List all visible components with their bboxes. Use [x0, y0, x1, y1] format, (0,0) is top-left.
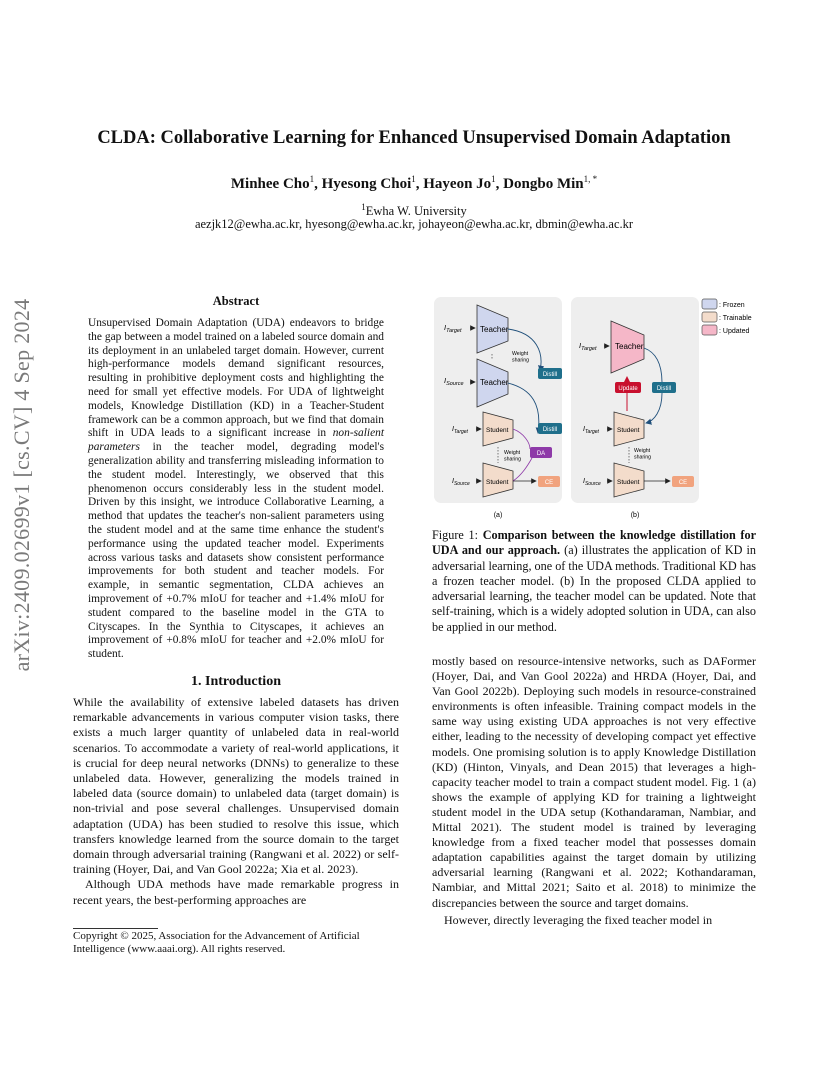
input-target-label: $I_{Target}$ [583, 426, 599, 435]
weight-sharing-label: Weight sharing [504, 450, 522, 463]
affiliation-name: Ewha W. University [365, 204, 467, 219]
arxiv-watermark [2, 290, 42, 680]
legend-frozen-label: : Frozen [719, 302, 745, 309]
distill-label: Distill [656, 386, 672, 392]
distill-label: Distill [542, 427, 558, 433]
weight-sharing-label: Weight sharing [512, 351, 530, 364]
arxiv-id: arXiv:2409.02699v1 [cs.CV] 4 Sep 2024 [9, 298, 34, 672]
ce-label: CE [544, 480, 554, 486]
right-column-body [432, 654, 756, 928]
author-affiliation-mark: 1 [491, 174, 496, 184]
author-name: Hayeon Jo [423, 176, 492, 192]
update-label: Update [618, 386, 638, 392]
teacher-label: Teacher [480, 378, 509, 387]
author-affiliation-mark: 1, * [583, 174, 598, 184]
legend-trainable-swatch [702, 312, 717, 322]
caption-text: (a) illustrates the application of KD in adversarial learning, one of the UDA methods. Traditional KD has a frozen teacher model. (b) In the proposed CLDA applied to adversarial learning, the teacher model can be updated. Note that self-training, which is a widely adopted solution in UDA, can also be applied in our method. [432, 543, 757, 634]
author-list: Minhee Cho$^1$, Hyesong Choi$^1$, Hayeon Jo$^1$, Dongbo Min$^{1, *}$ [230, 174, 598, 192]
da-label: DA [536, 451, 546, 457]
abstract-text: in the teacher model, degrading model's generalization ability and transferring misleading information to the student model. Interestingly, we observed that this phenomenon occurs considerably less in the student model. Driven by this insight, we introduce Collaborative Learning, a method that updates the teacher's non-salient parameters using the student model and at the same time enhance the student's performance using the updated teacher model. Experiments across various tasks and datasets show consistent performance improvements for both student and teacher models. For example, in semantic segmentation, CLDA achieves an improvement of +0.7% mIoU for teacher and +1.4% mIoU for student compared to the baseline model in the GTA to Cityscapes. In the Synthia to Cityscapes, it achieves an improvement of +0.8% mIoU for teacher and +2.0% mIoU for student. [88, 441, 384, 661]
teacher-label: Teacher [615, 342, 644, 351]
author-affiliation-mark: 1 [411, 174, 416, 184]
panel-b-label: (b) [630, 512, 640, 519]
caption-label: Figure 1: [432, 528, 483, 542]
student-label: Student [617, 479, 640, 486]
distill-label: Distill [542, 372, 558, 378]
author-name: Dongbo Min [503, 176, 584, 192]
legend-updated-swatch [702, 325, 717, 335]
author-name: Minhee Cho [230, 176, 310, 192]
input-target-label: $I_{Target}$ [452, 426, 468, 435]
ce-label: CE [678, 480, 688, 486]
footnote-rule [73, 928, 158, 929]
copyright-footnote: Copyright © 2025, Association for the Advancement of Artificial Intelligence (www.aaai.org). All rights reserved. [73, 930, 360, 956]
paragraph: Although UDA methods have made remarkable progress in recent years, the best-performing approaches are [73, 877, 399, 907]
input-source-label: $I_{Source}$ [583, 478, 601, 487]
author-emails: aezjk12@ewha.ac.kr, hyesong@ewha.ac.kr, johayeon@ewha.ac.kr, dbmin@ewha.ac.kr [194, 217, 634, 231]
input-source-label: $I_{Source}$ [444, 376, 464, 387]
input-source-label: $I_{Source}$ [452, 478, 470, 487]
paragraph: mostly based on resource-intensive networks, such as DAFormer (Hoyer, Dai, and Van Gool 2022a) and HRDA (Hoyer, Dai, and Van Gool 2022b). Deploying such models in resource-constrained environments is often infeasible. Training compact models in the same way using existing UDA approaches is not very effective either, leading to the necessity of developing compact yet effective models. One promising solution is to apply Knowledge Distillation (KD) (Hinton, Vinyals, and Dean 2015) that leverages a high-capacity teacher model to train a compact student model. Fig. 1 (a) shows the example of applying KD for training a lightweight student model in the UDA setup (Kothandaraman, Nambiar, and Mittal 2021). The student model is trained by leveraging knowledge from a fixed teacher model that possesses domain adaptation capabilities against the target domain by utilizing adversarial learning (Rangwani et al. 2022; Kothandaraman, Nambiar, and Mittal 2021; Saito et al. 2018) to minimize the discrepancies between the source and target domains. [432, 654, 756, 910]
legend-frozen-swatch [702, 299, 717, 309]
author-name: Hyesong Choi [321, 176, 412, 192]
weight-sharing-label: Weight sharing [634, 448, 652, 461]
student-label: Student [486, 427, 509, 434]
abstract-body [88, 317, 384, 662]
introduction-heading: 1. Introduction [191, 674, 281, 689]
paragraph: While the availability of extensive labeled datasets has driven remarkable advancements in various computer vision tasks, there exists a much larger quantity of unlabeled data in real-world scenarios. To accommodate a variety of real-world applications, it is crucial for deep neural networks (DNNs) to generalize to these unlabeled data. However, generalizing the models trained in labeled data (source domain) to unlabeled data (target domain) is non-trivial and pose several challenges. Unsupervised domain adaptation (UDA) has been studied to resolve this issue, which transfers knowledge learned from the source domain to the target domain through adversarial training (Rangwani et al. 2022) or self-training (Hoyer, Dai, and Van Gool 2022a; Xia et al. 2023). [73, 695, 399, 877]
abstract-emphasis: non-salient parameters [88, 427, 384, 454]
paper-title: CLDA: Collaborative Learning for Enhanced Unsupervised Domain Adaptation [97, 128, 731, 148]
teacher-label: Teacher [480, 325, 509, 334]
abstract-text: Unsupervised Domain Adaptation (UDA) endeavors to bridge the gap between a model trained on a labeled source domain and its deployment in an unlabeled target domain. However, current high-performance models demand significant resources, resulting in prohibitive deployment costs and highlighting the need for small yet effective models. For UDA of lightweight models, Knowledge Distillation (KD) in a Teacher-Student framework can be a common approach, but we find that domain shift in UDA leads to a significant increase in [88, 317, 384, 440]
figure-caption [432, 528, 756, 635]
student-label: Student [617, 427, 640, 434]
introduction-body [73, 695, 399, 908]
author-affiliation-mark: 1 [309, 174, 315, 184]
input-target-label: $I_{Target}$ [444, 323, 462, 334]
figure-1-diagram [432, 293, 762, 521]
input-target-label: $I_{Target}$ [579, 341, 597, 352]
paragraph: However, directly leveraging the fixed teacher model in [444, 912, 713, 927]
legend-updated-label: : Updated [719, 328, 750, 335]
legend-trainable-label: : Trainable [719, 315, 752, 322]
figure-1 [432, 293, 762, 521]
affiliation-mark: 1 [361, 202, 366, 212]
abstract-heading: Abstract [212, 294, 260, 308]
student-label: Student [486, 479, 509, 486]
caption-bold: Comparison between the knowledge distillation for UDA and our approach. [432, 528, 756, 558]
panel-a-label: (a) [493, 512, 503, 519]
